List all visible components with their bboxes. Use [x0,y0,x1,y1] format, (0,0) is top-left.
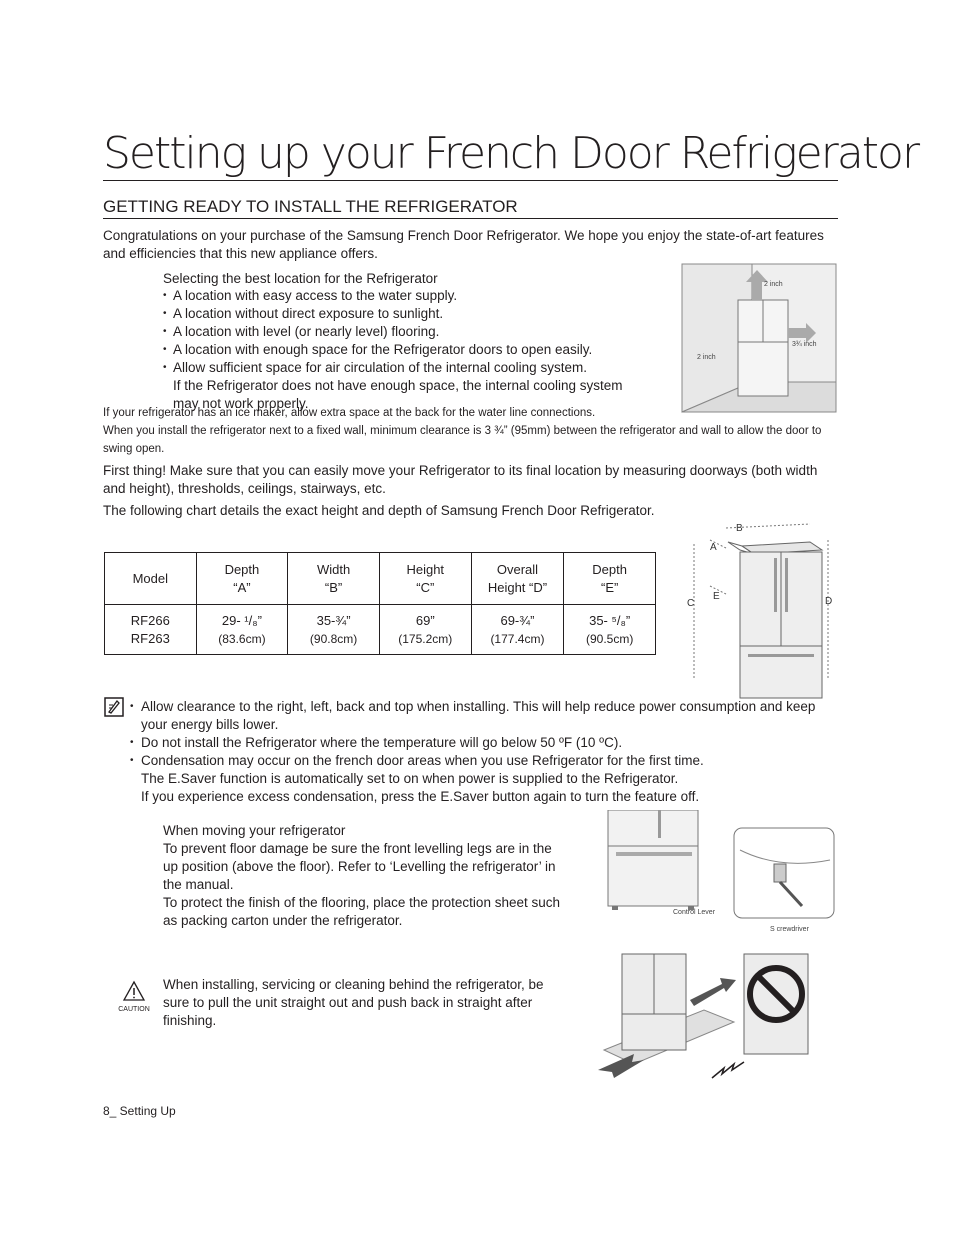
table-cell: RF266 RF263 [105,605,197,655]
label-top-clearance: 2 inch [764,281,783,288]
zigzag-icon [712,1062,744,1078]
table-header: Width “B” [288,553,380,605]
fridge-lower-part [608,810,698,906]
dimension-figure [682,518,842,700]
page-footer: 8_ Setting Up [103,1104,176,1118]
list-item: • Allow clearance to the right, left, back and top when installing. This will help reduce power consumption and keep your energy bills lower. [128,698,828,734]
notes-continuation: The E.Saver function is automatically set to on when power is supplied to the Refrigerator. [141,771,679,786]
list-item: • A location without direct exposure to sunlight. [163,305,673,323]
table-header: Model [105,553,197,605]
table-header-row [105,553,656,605]
list-item: • Allow sufficient space for air circulation of the internal cooling system. [163,359,673,377]
moving-section [163,822,563,930]
notes-section [128,698,828,806]
table-cell: 29- ¹/₈” (83.6cm) [196,605,288,655]
caution-text: When installing, servicing or cleaning behind the refrigerator, be sure to pull the unit straight out and push back in straight after finishing. [163,977,544,1028]
table-header: Overall Height “D” [471,553,564,605]
table-cell: 35- ⁵/₈” (90.5cm) [564,605,656,655]
moving-text: To prevent floor damage be sure the front levelling legs are in the up position (above the floor). Refer to ‘Levelling the refrigerator’ in the manual. [163,841,556,892]
leveling-figure [580,810,836,936]
list-item: • A location with enough space for the Refrigerator doors to open easily. [163,341,673,359]
label-right-clearance: 3¾ inch [792,341,817,348]
table-cell: 69-¾” (177.4cm) [471,605,564,655]
fridge-handle-right [785,558,788,612]
first-thing-paragraph: First thing! Make sure that you can easily move your Refrigerator to its final location by measuring doorways (both width and height), thresholds, ceilings, stairways, etc. [103,463,818,496]
arrow-in-icon [690,978,736,1006]
dimensions-table [104,552,656,655]
wall-clearance-note: When you install the refrigerator next to a fixed wall, minimum clearance is 3 ¾” (95mm) between the refrigerator and wall to allow the door to swing open. [103,425,822,455]
fridge-handle-left [774,558,777,612]
label-e: E [713,591,720,602]
table-header: Depth “E” [564,553,656,605]
moving-heading: When moving your refrigerator [163,823,346,838]
fridge-drawer-handle [748,654,814,657]
location-continuation: If the Refrigerator does not have enough space, the internal cooling system may not work properly. [173,378,623,411]
table-header: Height “C” [379,553,471,605]
list-item: • Do not install the Refrigerator where the temperature will go below 50 ºF (10 ºC). [128,734,828,752]
caution-label: CAUTION [118,1006,150,1013]
table-cell: 69” (175.2cm) [379,605,471,655]
label-c: C [687,598,695,609]
table-header: Depth “A” [196,553,288,605]
move-straight-figure [594,950,816,1086]
moving-text: To protect the finish of the flooring, place the protection sheet such as packing carton under the refrigerator. [163,895,560,928]
list-item: • A location with level (or nearly level) flooring. [163,323,673,341]
note-icon [104,697,124,717]
label-screwdriver: S crewdriver [770,926,809,933]
chart-intro: The following chart details the exact height and depth of Samsung French Door Refrigerator. [103,503,655,518]
list-item: • A location with easy access to the water supply. [163,287,673,305]
caution-badge [114,980,154,1012]
location-list [163,287,673,377]
label-b: B [736,523,743,534]
list-item: • Condensation may occur on the french door areas when you use Refrigerator for the first time. [128,752,828,770]
notes-continuation: If you experience excess condensation, press the E.Saver button again to turn the feature off. [141,789,700,804]
table-cell: 35-¾” (90.8cm) [288,605,380,655]
ice-maker-note: If your refrigerator has an ice maker, allow extra space at the back for the water line connections. [103,407,596,419]
label-a: A [710,542,717,553]
label-control-lever: Control Lever [673,909,716,916]
intro-paragraph: Congratulations on your purchase of the Samsung French Door Refrigerator. We hope you enjoy the state-of-art features and efficiencies that this new appliance offers. [103,228,824,261]
location-section [163,270,673,413]
caution-icon [114,980,154,1002]
fridge-drawer-handle [616,852,692,856]
label-d: D [825,596,833,607]
page-title: Setting up your French Door Refrigerator [103,128,919,179]
notes-list [128,698,828,770]
table-row [105,605,656,655]
leveling-leg [774,864,786,882]
clearance-figure [680,262,840,414]
label-left-clearance: 2 inch [697,354,716,361]
section-heading: GETTING READY TO INSTALL THE REFRIGERATOR [103,196,838,219]
location-heading: Selecting the best location for the Refrigerator [163,271,438,286]
